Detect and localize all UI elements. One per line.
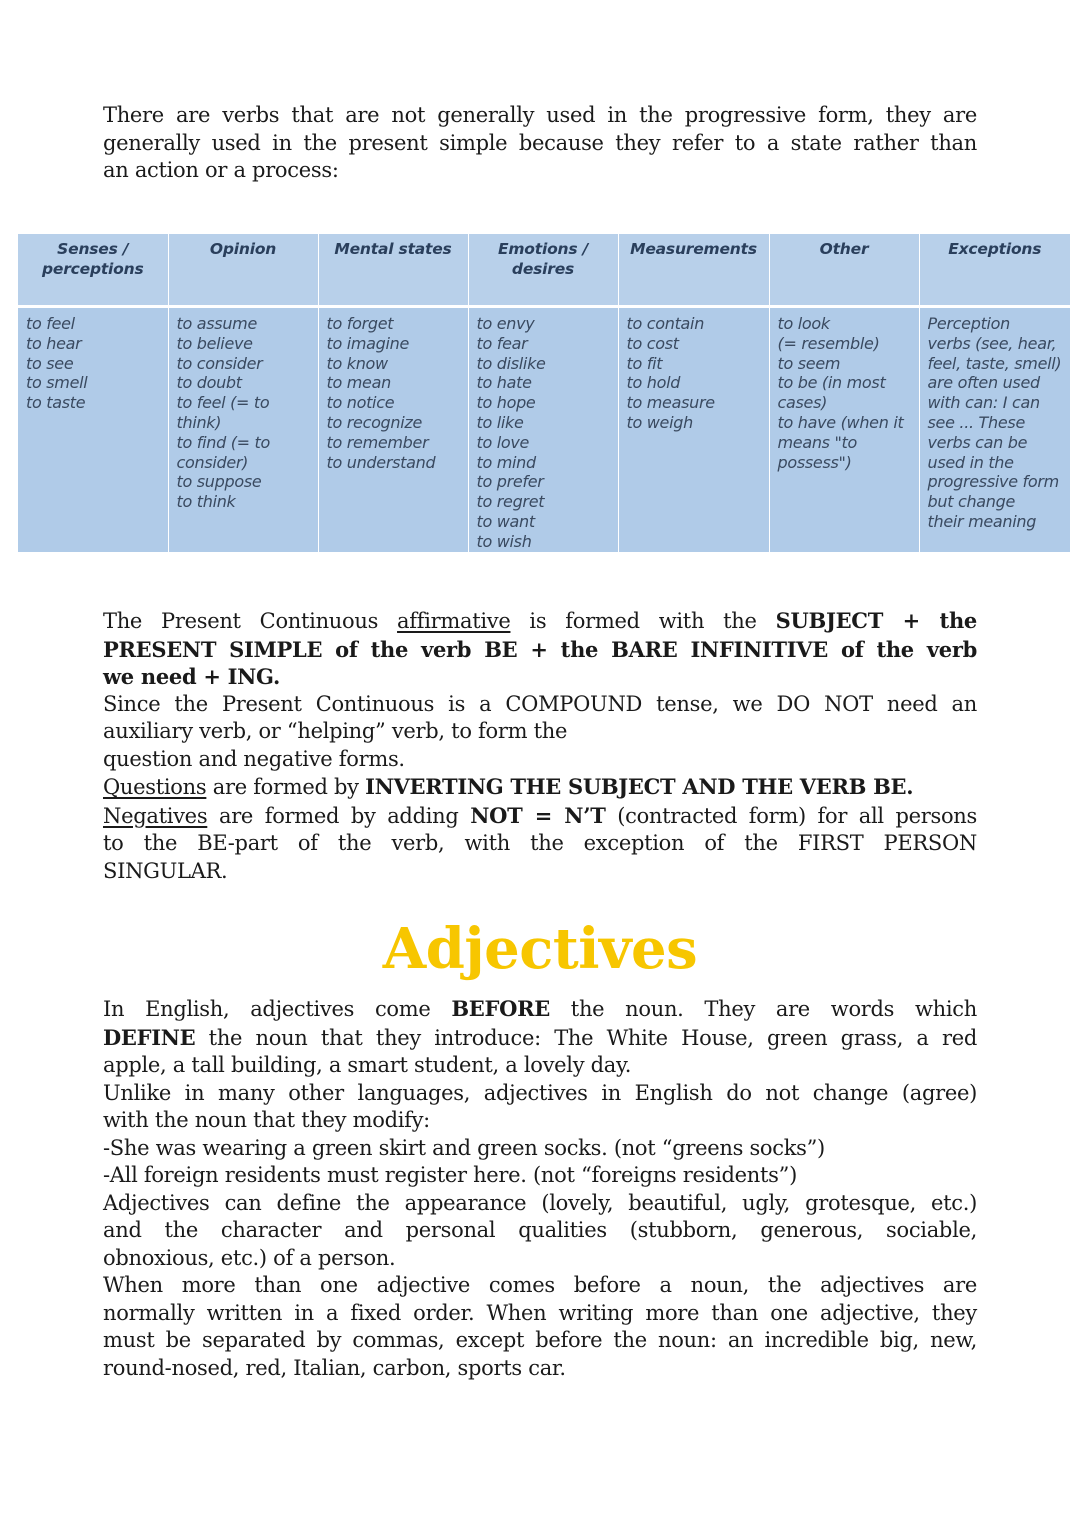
verb-item: progressive form [927,472,1059,492]
table-row [18,307,1070,552]
verb-item: Perception [927,314,1011,333]
verb-item: to suppose [176,472,262,492]
column-header [18,234,168,307]
verb-item: to notice [326,393,395,413]
column-header-text: Mental states [334,240,452,258]
verb-item: to imagine [326,333,410,353]
verb-item: to wish [476,531,532,551]
verb-item: means "to [777,432,858,452]
verb-item: to smell [26,373,88,393]
verb-item: to recognize [326,412,423,432]
adj-line: Adjectives can define the appearance (lovely, beautiful, ugly, grotesque, etc.) [103,1190,977,1215]
table-cell [18,307,168,552]
adj-line: Unlike in many other languages, adjectives in English do not change (agree) [103,1080,977,1105]
adjectives-heading: Adjectives [382,916,698,982]
verb-item: to doubt [176,373,242,393]
pc-negatives-line: to the BE-part of the verb, with the exception of the FIRST PERSON [103,831,977,855]
table-cell [769,307,919,552]
pc-negatives-line: Negatives are formed by adding NOT = N’T (contracted form) for all persons [103,802,977,828]
adj-line: obnoxious, etc.) of a person. [103,1245,396,1270]
stative-verbs-table [18,234,1070,552]
verb-item: to understand [326,452,436,472]
intro-line: There are verbs that are not generally used in the progressive form, they are [103,103,977,127]
table-cell [618,307,769,552]
verb-item: to remember [326,432,429,452]
verb-item: to hate [476,373,532,393]
verb-item: feel, taste, smell) [927,353,1062,373]
verb-item: to know [326,353,388,373]
verb-item: to forget [326,314,394,333]
verb-item: to envy [476,314,535,333]
verb-item: to dislike [476,353,546,373]
adj-example-line: -All foreign residents must register here. (not “foreigns residents”) [103,1163,797,1187]
verb-item: consider) [176,452,249,472]
adj-line: must be separated by commas, except before the noun: an incredible big, new, [103,1328,977,1352]
verb-item: to see [26,353,74,373]
present-continuous-section [103,607,977,885]
verb-item: to contain [626,314,705,333]
intro-line: an action or a process: [103,158,339,182]
verb-item: to taste [26,393,86,413]
verb-item: but change [927,492,1016,512]
verb-item: to feel [26,314,75,333]
verb-item: to mean [326,373,391,393]
pc-rule-line: we need + ING. [103,664,280,689]
verb-item: to consider [176,353,263,373]
verb-item: to cost [626,333,679,353]
table-cell [168,307,318,552]
table-header-row [18,234,1070,307]
verb-item: to have (when it [777,412,904,432]
verb-item: to look [777,314,830,333]
verb-item: cases) [777,393,828,413]
column-header-text: Exceptions [948,240,1042,258]
column-header [168,234,318,307]
verb-item: to be (in most [777,373,886,393]
verb-item: see ... These [927,412,1025,432]
column-header [769,234,919,307]
verb-item: to fit [626,353,663,373]
adj-line: and the character and personal qualities (stubborn, generous, sociable, [103,1218,977,1242]
verb-item: to love [476,432,530,452]
column-header [318,234,468,307]
verb-item: to mind [476,452,536,472]
verb-item: their meaning [927,511,1037,531]
verb-item: verbs (see, hear, [927,333,1057,353]
adj-line: normally written in a fixed order. When writing more than one adjective, they [103,1300,977,1325]
pc-affirmative-line: The Present Continuous affirmative is formed with the SUBJECT + the [103,608,977,633]
column-header-text: Other [819,240,869,258]
pc-questions-line: Questions are formed by INVERTING THE SUBJECT AND THE VERB BE. [103,774,914,799]
verb-item: to prefer [476,472,544,492]
pc-negatives-line: SINGULAR. [103,858,228,883]
verb-item: to like [476,412,524,432]
verb-item: to want [476,511,535,531]
verb-item: to feel (= to [176,393,270,413]
intro-paragraph [103,102,977,185]
adj-line: with the noun that they modify: [103,1108,430,1132]
column-header-text: Senses / [57,240,129,258]
verb-item: to believe [176,333,253,353]
pc-compound-line: question and negative forms. [103,746,405,771]
adj-line: round-nosed, red, Italian, carbon, sports car. [103,1355,566,1380]
adj-line: apple, a tall building, a smart student, a lovely day. [103,1053,632,1077]
adj-line: In English, adjectives come BEFORE the noun. They are words which [103,996,977,1021]
column-header [468,234,618,307]
verb-item: with can: I can [927,393,1040,413]
verb-item: (= resemble) [777,333,880,353]
affirmative-underlined: affirmative [397,609,511,633]
verb-item: think) [176,412,222,432]
verb-item: to seem [777,353,841,373]
verb-item: to hope [476,393,536,413]
column-header-text: perceptions [42,260,144,278]
verb-item: to regret [476,492,545,512]
verb-item: to think [176,492,236,512]
verb-item: are often used [927,373,1040,393]
column-header-text: desires [511,260,575,278]
verb-item: to weigh [626,412,693,432]
verb-item: to measure [626,393,715,413]
column-header-text: Opinion [209,240,277,258]
pc-rule-line: PRESENT SIMPLE of the verb BE + the BARE INFINITIVE of the verb [103,636,977,662]
adjectives-section [103,995,977,1382]
verb-item: to hear [26,333,82,353]
verb-item: used in the [927,452,1014,472]
table-cell [919,307,1070,552]
pc-compound-line: Since the Present Continuous is a COMPOUND tense, we DO NOT need an [103,691,977,716]
adj-line: DEFINE the noun that they introduce: The White House, green grass, a red [103,1024,977,1050]
verb-item: to fear [476,333,528,353]
adj-line: When more than one adjective comes before a noun, the adjectives are [103,1273,977,1297]
verb-item: verbs can be [927,432,1028,452]
verb-item: to find (= to [176,432,271,452]
table-cell [318,307,468,552]
verb-item: to assume [176,314,257,333]
adj-example-line: -She was wearing a green skirt and green socks. (not “greens socks”) [103,1135,825,1160]
column-header-text: Emotions / [497,240,589,258]
column-header-text: Measurements [630,240,757,258]
verb-item: possess") [777,452,852,472]
column-header [618,234,769,307]
table-cell [468,307,618,552]
column-header [919,234,1070,307]
verb-item: to hold [626,373,681,393]
pc-compound-line: auxiliary verb, or “helping” verb, to form the [103,719,568,743]
intro-line: generally used in the present simple because they refer to a state rather than [103,130,977,155]
